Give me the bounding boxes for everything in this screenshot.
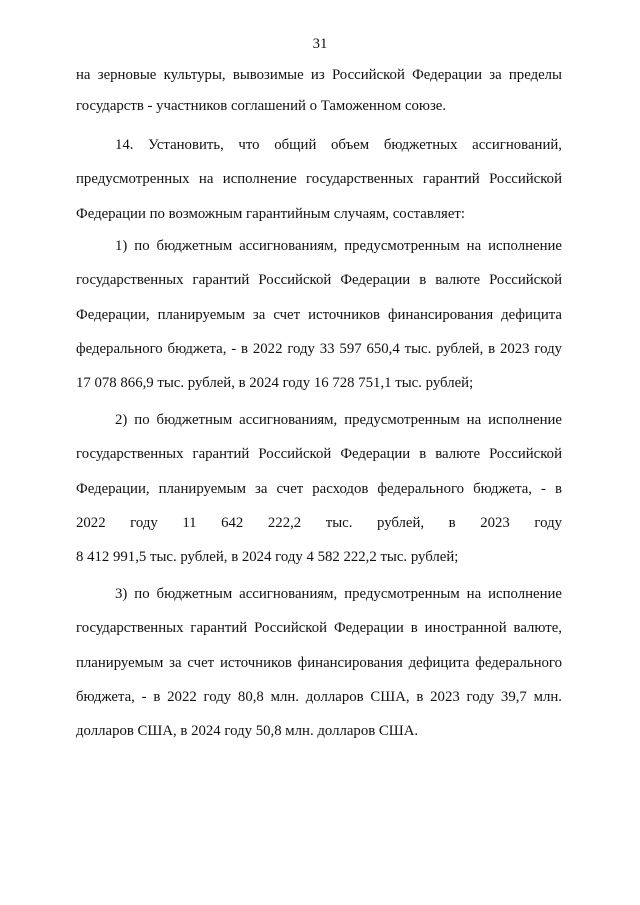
text-line: государственных гарантий Российской Федерации в иностранной валюте, xyxy=(76,620,562,637)
text-line: Федерации по возможным гарантийным случаям, составляет: xyxy=(76,205,465,222)
page-number: 31 xyxy=(312,36,328,52)
text-line: долларов США, в 2024 году 50,8 млн. долларов США. xyxy=(76,723,419,740)
text-line: 2) по бюджетным ассигнованиям, предусмотренным на исполнение xyxy=(115,411,562,428)
text-line: государств - участников соглашений о Таможенном союзе. xyxy=(76,97,447,114)
paragraph-subitem-2 xyxy=(76,403,562,575)
text-line: 8 412 991,5 тыс. рублей, в 2024 году 4 582 222,2 тыс. рублей; xyxy=(76,549,459,566)
text-line: 2022 году 11 642 222,2 тыс. рублей, в 2023 году xyxy=(76,515,562,532)
paragraph-subitem-3 xyxy=(76,577,562,749)
text-line: бюджета, - в 2022 году 80,8 млн. долларов США, в 2023 году 39,7 млн. xyxy=(76,689,562,706)
text-line: федерального бюджета, - в 2022 году 33 597 650,4 тыс. рублей, в 2023 году xyxy=(76,341,562,358)
text-line: 1) по бюджетным ассигнованиям, предусмотренным на исполнение xyxy=(115,237,562,254)
text-line: государственных гарантий Российской Федерации в валюте Российской xyxy=(76,272,562,289)
paragraph-item-14 xyxy=(76,128,562,231)
text-line: Федерации, планируемым за счет расходов федерального бюджета, - в xyxy=(76,480,562,497)
paragraph-subitem-1 xyxy=(76,229,562,401)
text-line: Федерации, планируемым за счет источников финансирования дефицита xyxy=(76,306,562,323)
text-line: 14. Установить, что общий объем бюджетных ассигнований, xyxy=(115,136,562,153)
text-line: предусмотренных на исполнение государственных гарантий Российской xyxy=(76,171,562,188)
text-line: 3) по бюджетным ассигнованиям, предусмотренным на исполнение xyxy=(115,585,562,602)
text-line: на зерновые культуры, вывозимые из Российской Федерации за пределы xyxy=(76,66,562,83)
text-line: планируемым за счет источников финансирования дефицита федерального xyxy=(76,654,562,671)
paragraph-continuation xyxy=(76,60,562,122)
text-line: государственных гарантий Российской Федерации в валюте Российской xyxy=(76,446,562,463)
text-line: 17 078 866,9 тыс. рублей, в 2024 году 16 728 751,1 тыс. рублей; xyxy=(76,375,474,392)
